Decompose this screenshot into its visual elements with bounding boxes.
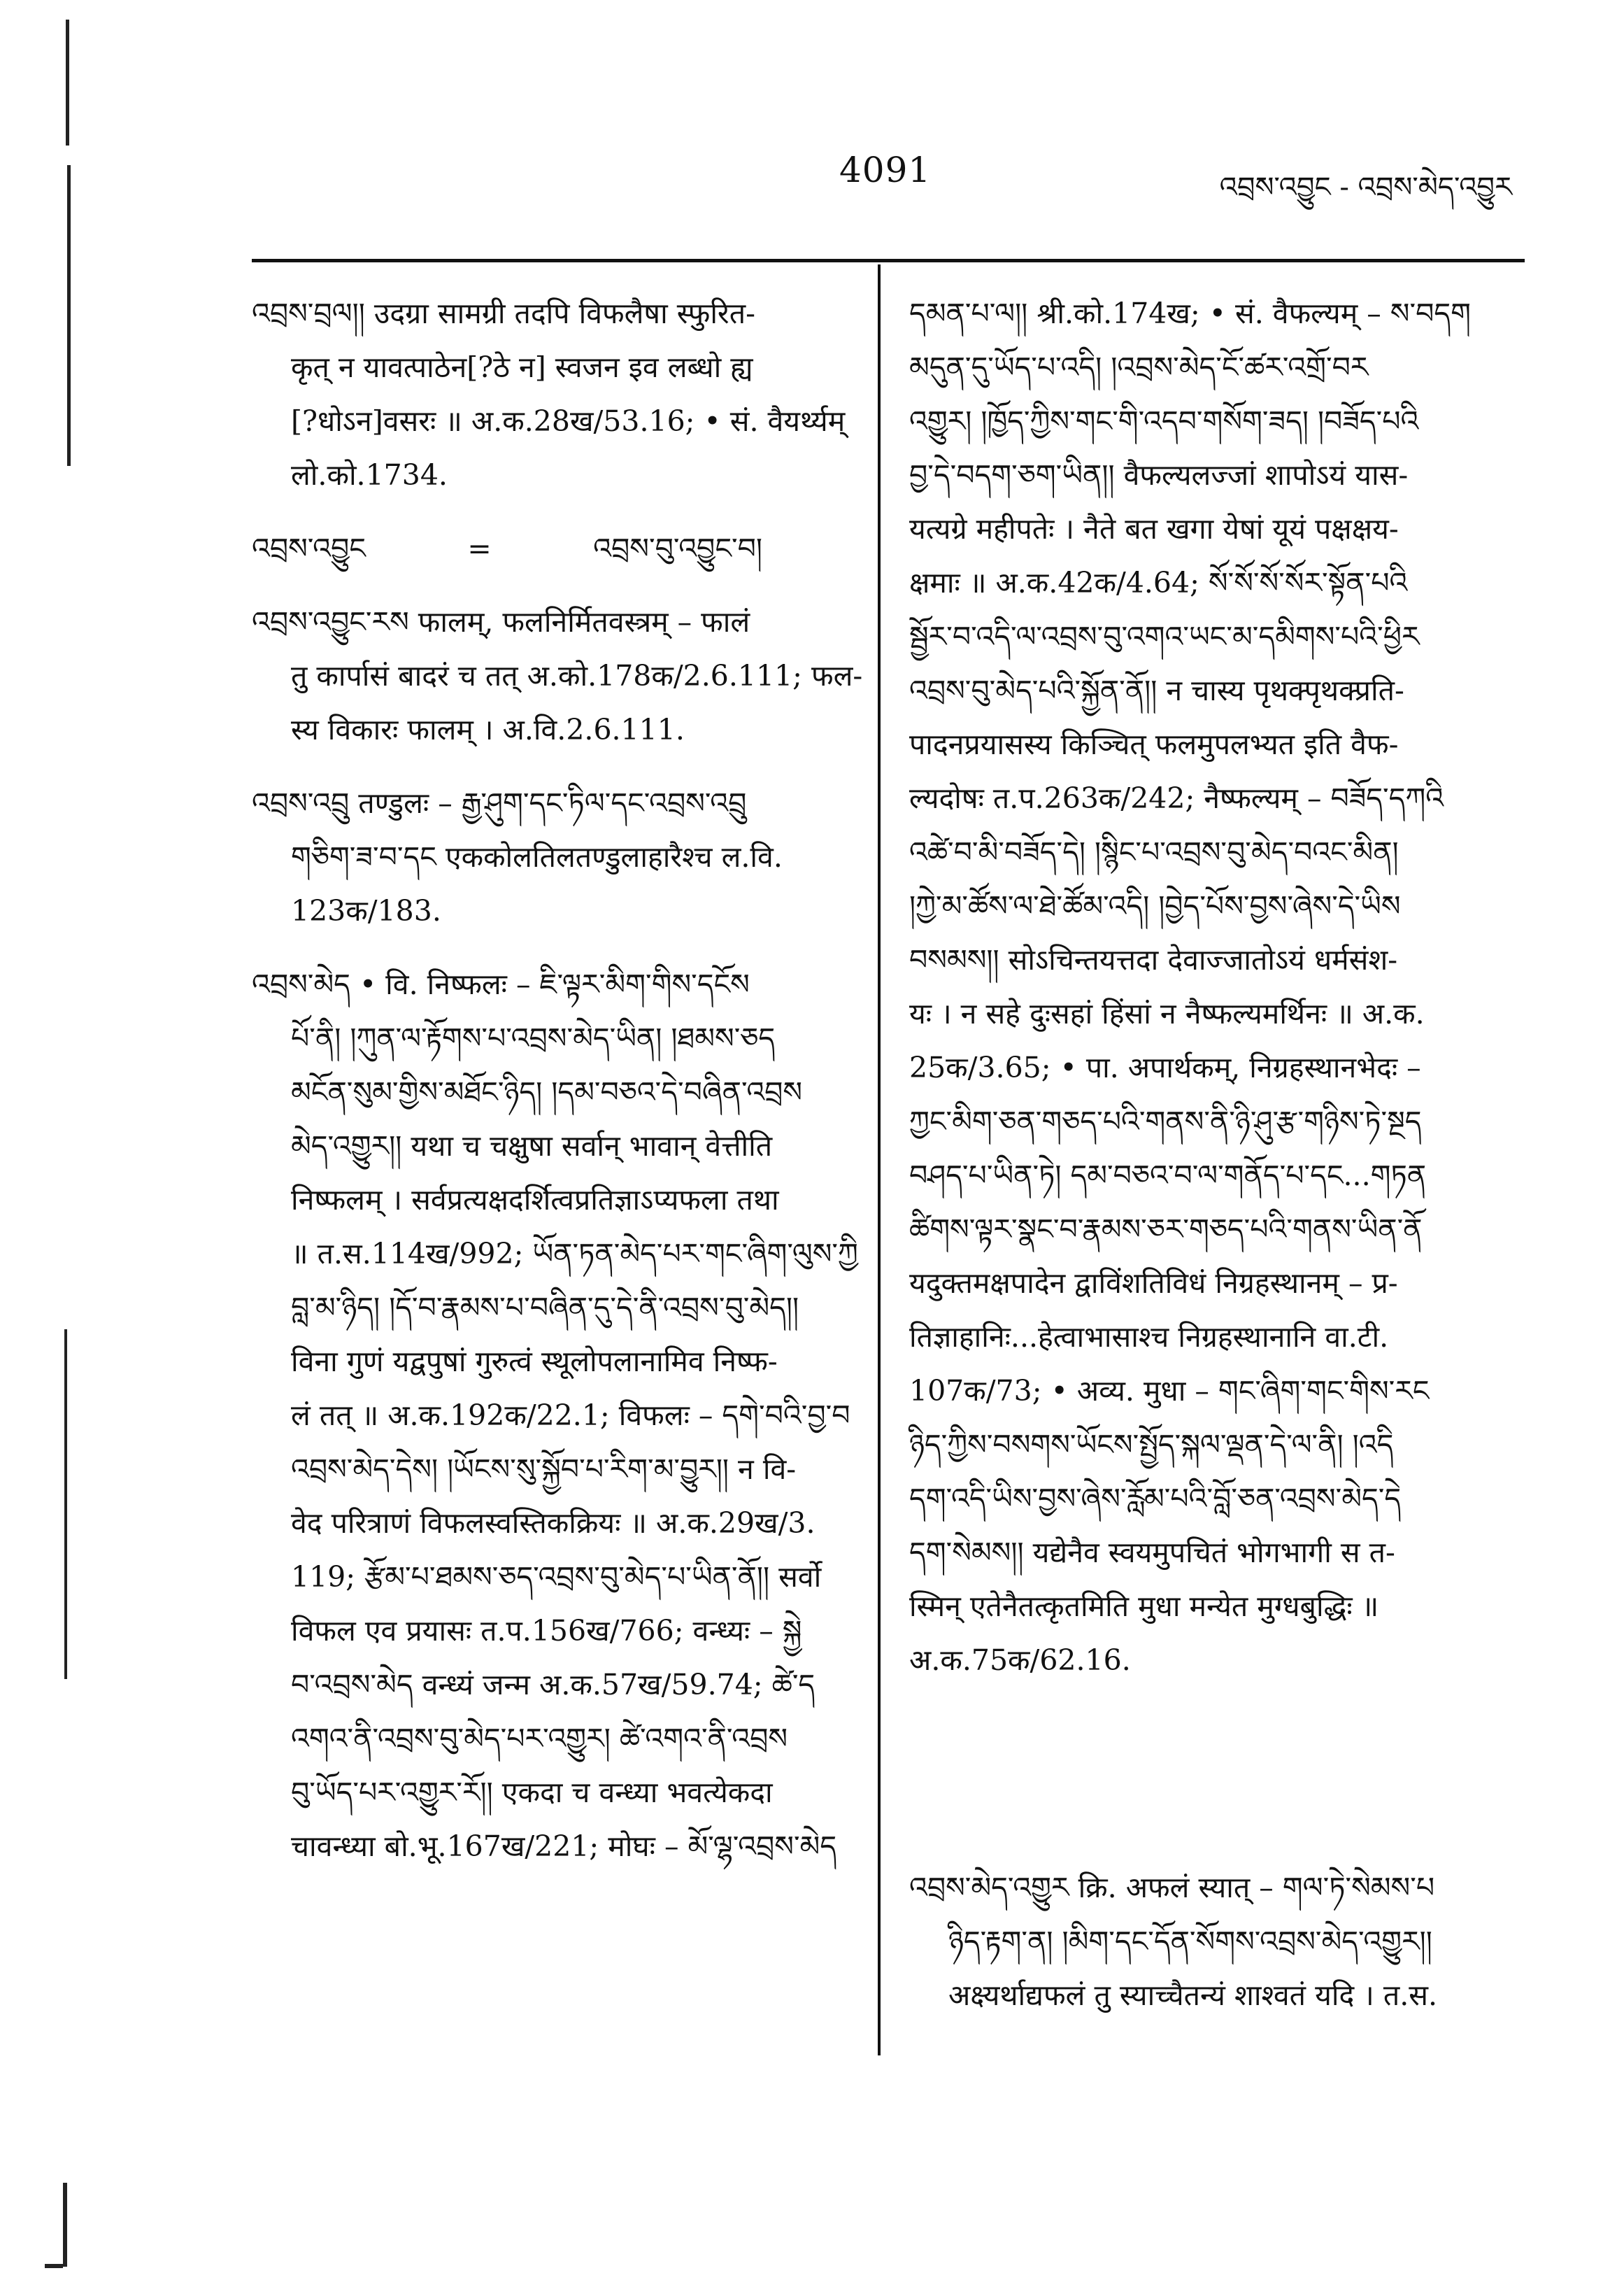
entry-line: འགའ་ནི་འབྲས་བུ་མེད་པར་འགྱུར། ཚེ་འགའ་ནི་འབྲས: [291, 1722, 788, 1755]
headword: འབྲས་འབྱུང: [252, 532, 366, 565]
entry-line: यत्यग्रे महीपतेः । नैते बत खगा येषां यूयं पक्षक्षय-: [909, 512, 1399, 546]
entry-line: འབྲས་མེད • वि. निष्फलः – ཇི་ལྟར་མིག་གིས་དངོས: [252, 968, 750, 1001]
entry-line: སྦྱོར་བ་འདི་ལ་འབྲས་བུ་འགའ་ཡང་མ་དམིགས་པའི་ཕྱིར: [909, 620, 1420, 653]
scan-corner-mark: [45, 2264, 63, 2268]
entry-gap: [252, 938, 846, 958]
entry-line: དམན་པ་ལ།། श्री.को.174ख; • सं. वैफल्यम् – ས་བདག: [909, 297, 1471, 330]
cross-reference-target: འབྲས་བུ་འབྱུང་བ།: [593, 532, 762, 565]
entry-line: तिज्ञाहानिः...हेत्वाभासाश्च निग्रहस्थानानि वा.टी.: [909, 1320, 1389, 1354]
entry-line: विफल एव प्रयासः त.प.156ख/766; वन्ध्यः – སྐྱེ: [291, 1614, 802, 1648]
entry-line: वेद परित्राणं विफलस्वस्तिकक्रियः ॥ अ.क.29ख/3.: [291, 1506, 815, 1540]
entry-line: བ་འབྲས་མེད वन्ध्यं जन्म अ.क.57ख/59.74; ཚེ་ད: [291, 1668, 815, 1701]
entry-line: यदुक्तमक्षपादेन द्वाविंशतिविधं निग्रहस्थानम् – प्र-: [909, 1266, 1398, 1300]
right-column: [909, 287, 1525, 1687]
entry-gap: [252, 757, 846, 777]
entry-line: །ཀྱེ་མ་ཚོས་ལ་ཐེ་ཚོམ་འདི། །བྱེད་པོས་བྱས་ཞེས་དེ་ཡིས: [909, 889, 1401, 923]
page-number: 4091: [839, 150, 932, 190]
entry-line: མེད་འགྱུར།། यथा च चक्षुषा सर्वान् भावान् वेत्तीति: [291, 1129, 773, 1163]
entry-line: འབྲས་བུ་མེད་པའི་སྐྱོན་ནོ།། न चास्य पृथक्पृथक्प्रति-: [909, 674, 1404, 707]
entry-line: कृत् न यावत्पाठेन[?ठे न] स्वजन इव लब्धो ह्य: [291, 351, 753, 384]
entry-line: འབྲས་བྲལ།། उदग्रा सामग्री तदपि विफलैषा स्फुरित-: [252, 297, 755, 330]
entry-line: འབྲས་མེད་འགྱུར क्रि. अफलं स्यात् – གལ་ཏེ་སེམས་པ: [909, 1871, 1435, 1904]
scan-edge-mark-lower: [64, 1329, 67, 1679]
entry-line: འཚེ་བ་མི་བཟོད་དེ། །སྙིང་པ་འབྲས་བུ་མེད་བའང་མིན།: [909, 835, 1399, 869]
entry-line: अ.क.75क/62.16.: [909, 1643, 1131, 1677]
entry-line: लं तत् ॥ अ.क.192क/22.1; विफलः – དགེ་བའི་བྱ་བ: [291, 1399, 850, 1432]
column-divider: [878, 264, 881, 2055]
scan-edge-mark-middle: [67, 165, 71, 466]
entry-gap: [252, 502, 846, 522]
running-head: འབྲས་འབྱུང - འབྲས་མེད་འབྱུར: [1219, 171, 1512, 204]
entry-line: ཚིགས་ལྟར་སྣང་བ་རྣམས་ཅར་གཅད་པའི་གནས་ཡིན་ནོ: [909, 1212, 1423, 1246]
cross-reference-entry: [252, 522, 846, 576]
entry-line: अक्ष्यर्थाद्यफलं तु स्याच्चैतन्यं शाश्वतं यदि । त.स.: [948, 1978, 1438, 2012]
entry-line: यः । न सहे दुःसहां हिंसां न नैष्फल्यमर्थिनः ॥ अ.क.: [909, 997, 1425, 1031]
entry-line: 25क/3.65; • पा. अपार्थकम्, निग्रहस्थानभेदः –: [909, 1051, 1421, 1084]
entry-line: लो.को.1734.: [291, 458, 448, 492]
entry-line: བཤད་པ་ཡིན་ཏེ། དམ་བཅའ་བ་ལ་གནོད་པ་དང...གཏན: [909, 1159, 1427, 1192]
entry-gap: [252, 576, 846, 595]
entry-line: གཅིག་ཟ་བ་དང एककोलतिलतण्डुलाहारैश्च ल.वि.: [291, 840, 783, 874]
entry-line: འབྲས་མེད་དེས། །ཡོངས་སུ་སྐྱོབ་པ་རིག་མ་བྱུར།། न वि-: [291, 1452, 797, 1486]
entry-line: विना गुणं यद्वपुषां गुरुत्वं स्थूलोपलानामिव निष्फ-: [291, 1345, 778, 1378]
entry-line: འབྲས་འབྲུ तण्डुलः – རྒྱ་ཤུག་དང་ཏིལ་དང་འབྲས་འབྲུ: [252, 786, 747, 820]
entry-line: པོ་ནི། །ཀུན་ལ་རྟོགས་པ་འབྲས་མེད་ཡིན། །ཐམས་ཅད: [291, 1021, 776, 1055]
entry-line: མདུན་དུ་ཡོད་པ་འདི། །འབྲས་མེད་ངོ་ཚར་འགྲོ་བར: [909, 351, 1369, 384]
entry-line: འབྲས་འབྱུང་རས फालम्, फलनिर्मितवस्त्रम् – फालं: [252, 605, 750, 639]
entry-line: क्षमाः ॥ अ.क.42क/4.64; སོ་སོ་སོ་སོར་སྟོན་པའི: [909, 566, 1408, 600]
entry-line: तु कार्पासं बादरं च तत् अ.को.178क/2.6.111; फल-: [291, 659, 863, 693]
right-column-lower-entry: [909, 1861, 1525, 2023]
entry-line: བུ་ཡོད་པར་འགྱུར་རོ།། एकदा च वन्ध्या भवत्येकदा: [291, 1776, 773, 1809]
entry-line: ཀྱང་མིག་ཅན་གཅད་པའི་གནས་ནི་ཉི་ཤུ་རྩ་གཉིས་ཏེ་སྔད: [909, 1105, 1422, 1138]
entry-line: དག་སེམས།། यद्येनैव स्वयमुपचितं भोगभागी स त-: [909, 1536, 1395, 1569]
entry-line: [?धोऽन]वसरः ॥ अ.क.28ख/53.16; • सं. वैयर्थ्यम्: [291, 404, 846, 438]
scan-edge-mark-bottom: [63, 2183, 67, 2267]
entry-line: 107क/73; • अव्य. मुधा – གང་ཞིག་གང་གིས་རང: [909, 1374, 1430, 1408]
entry-line: འགྱུར། །ཁྱོད་ཀྱིས་གང་གི་འདབ་གསོག་ཟད། །བཟོད་པའི: [909, 404, 1419, 438]
left-column: [252, 287, 863, 1874]
entry-line: ल्यदोषः त.प.263क/242; नैष्फल्यम् – བཟོད་དཀའི: [909, 781, 1444, 815]
entry-line: पादनप्रयासस्य किञ्चित् फलमुपलभ्यत इति वैफ-: [909, 728, 1399, 761]
entry-line: 123क/183.: [291, 894, 441, 928]
header-rule: [252, 259, 1525, 262]
entry-line: 119; རྩོམ་པ་ཐམས་ཅད་འབྲས་བུ་མེད་པ་ཡིན་ནོ།། सर्वो: [291, 1560, 822, 1594]
entry-line: བྱ་དེ་བདག་ཅག་ཡིན།། वैफल्यलज्जां शापोऽयं यास-: [909, 458, 1409, 492]
entry-line: ཉིད་ཀྱིས་བསགས་ཡོངས་སྤྱོད་སྐལ་ལྡན་དེ་ལ་ནི། །འདི: [909, 1428, 1394, 1461]
equals-sign: =: [467, 532, 492, 565]
entry-line: ཉིད་རྟག་ན། །མིག་དང་དོན་སོགས་འབྲས་མེད་འགྱུར།།: [948, 1925, 1432, 1958]
entry-line: स्य विकारः फालम् । अ.वि.2.6.111.: [291, 713, 685, 746]
entry-line: བསམས།། सोऽचिन्तयत्तदा देवाज्जातोऽयं धर्मसंश-: [909, 943, 1398, 977]
entry-line: निष्फलम् । सर्वप्रत्यक्षदर्शित्वप्रतिज्ञाऽप्यफला तथा: [291, 1183, 779, 1217]
entry-line: བླ་མ་ཉིད། །དོ་བ་རྣམས་པ་བཞིན་དུ་དེ་ནི་འབྲས་བུ་མེད།།: [291, 1291, 799, 1324]
entry-line: དག་འདི་ཡིས་བྱས་ཞེས་རློམ་པའི་བློ་ཅན་འབྲས་མེད་དེ: [909, 1482, 1402, 1515]
entry-line: ॥ त.स.114ख/992; ཡོན་ཏན་མེད་པར་གང་ཞིག་ལུས་ཀྱི: [291, 1237, 858, 1270]
entry-line: स्मिन् एतेनैतत्कृतमिति मुधा मन्येत मुग्धबुद्धिः ॥: [909, 1589, 1379, 1623]
scan-edge-mark-top: [66, 20, 69, 146]
entry-line: चावन्ध्या बो.भू.167ख/221; मोघः – མོ་ལྷ་འབྲས་མེད: [291, 1829, 837, 1863]
entry-line: མངོན་སུམ་གྱིས་མཐོང་ཉིད། །དམ་བཅའ་དེ་བཞིན་འབྲས: [291, 1075, 803, 1109]
